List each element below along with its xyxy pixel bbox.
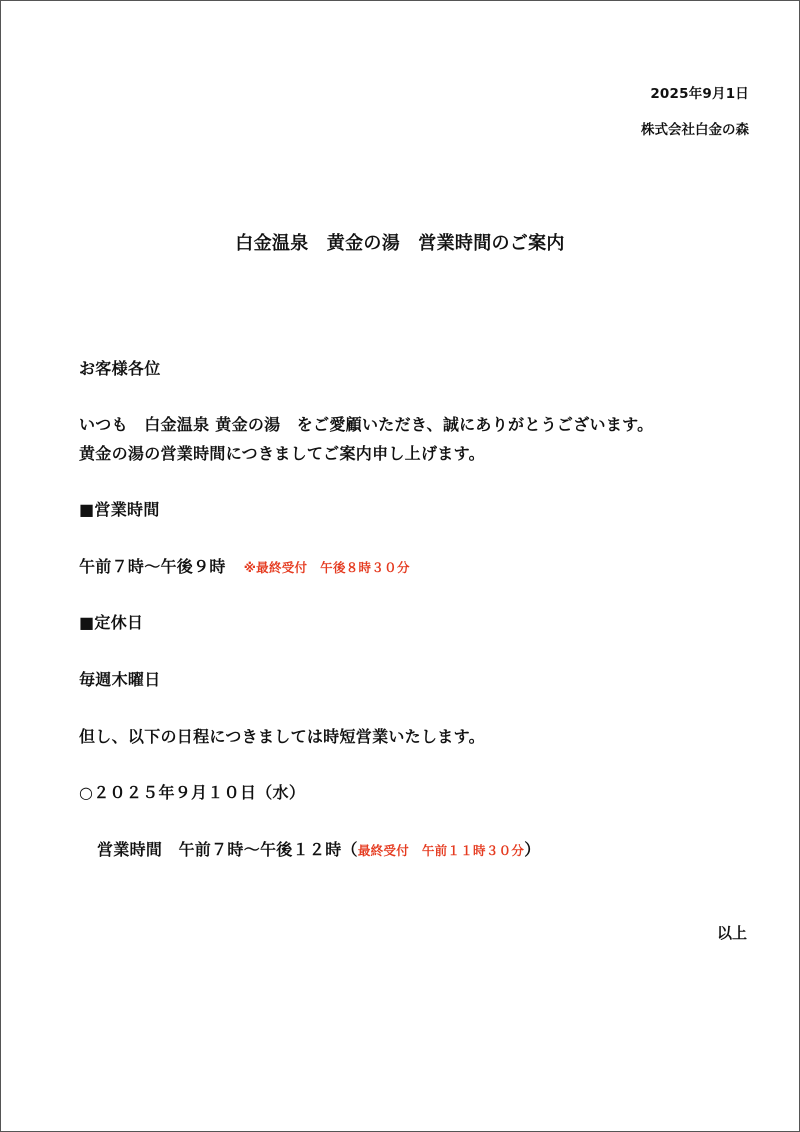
business-hours-value: 午前７時～午後９時 bbox=[79, 557, 226, 576]
business-hours bbox=[79, 554, 410, 577]
intro-line-1: いつも 白金温泉 黄金の湯 をご愛顧いただき、誠にありがとうございます。 bbox=[79, 415, 654, 434]
exception-text: 但し、以下の日程につきましては時短営業いたします。 bbox=[79, 727, 485, 746]
document-title: 白金温泉 黄金の湯 営業時間のご案内 bbox=[235, 233, 565, 254]
company-name: 株式会社白金の森 bbox=[641, 122, 749, 138]
exception-last-entry-note: 最終受付 午前１１時３０分 bbox=[357, 843, 525, 858]
holiday-day: 毎週木曜日 bbox=[79, 670, 161, 689]
exception-hours-label: 営業時間 午前７時～午後１２時（ bbox=[97, 840, 358, 859]
hours-heading: ■営業時間 bbox=[79, 500, 160, 519]
salutation: お客様各位 bbox=[79, 359, 161, 378]
last-entry-note: ※最終受付 午後８時３０分 bbox=[243, 560, 410, 575]
intro-line-2: 黄金の湯の営業時間につきましてご案内申し上げます。 bbox=[79, 444, 485, 463]
closing-text: 以上 bbox=[716, 924, 747, 942]
exception-close-paren: ） bbox=[524, 840, 541, 859]
exception-hours bbox=[97, 837, 541, 860]
exception-date: ○２０２５年９月１０日（水） bbox=[79, 783, 306, 802]
document-date: 2025年9月1日 bbox=[650, 86, 749, 102]
holiday-heading: ■定休日 bbox=[79, 613, 144, 632]
